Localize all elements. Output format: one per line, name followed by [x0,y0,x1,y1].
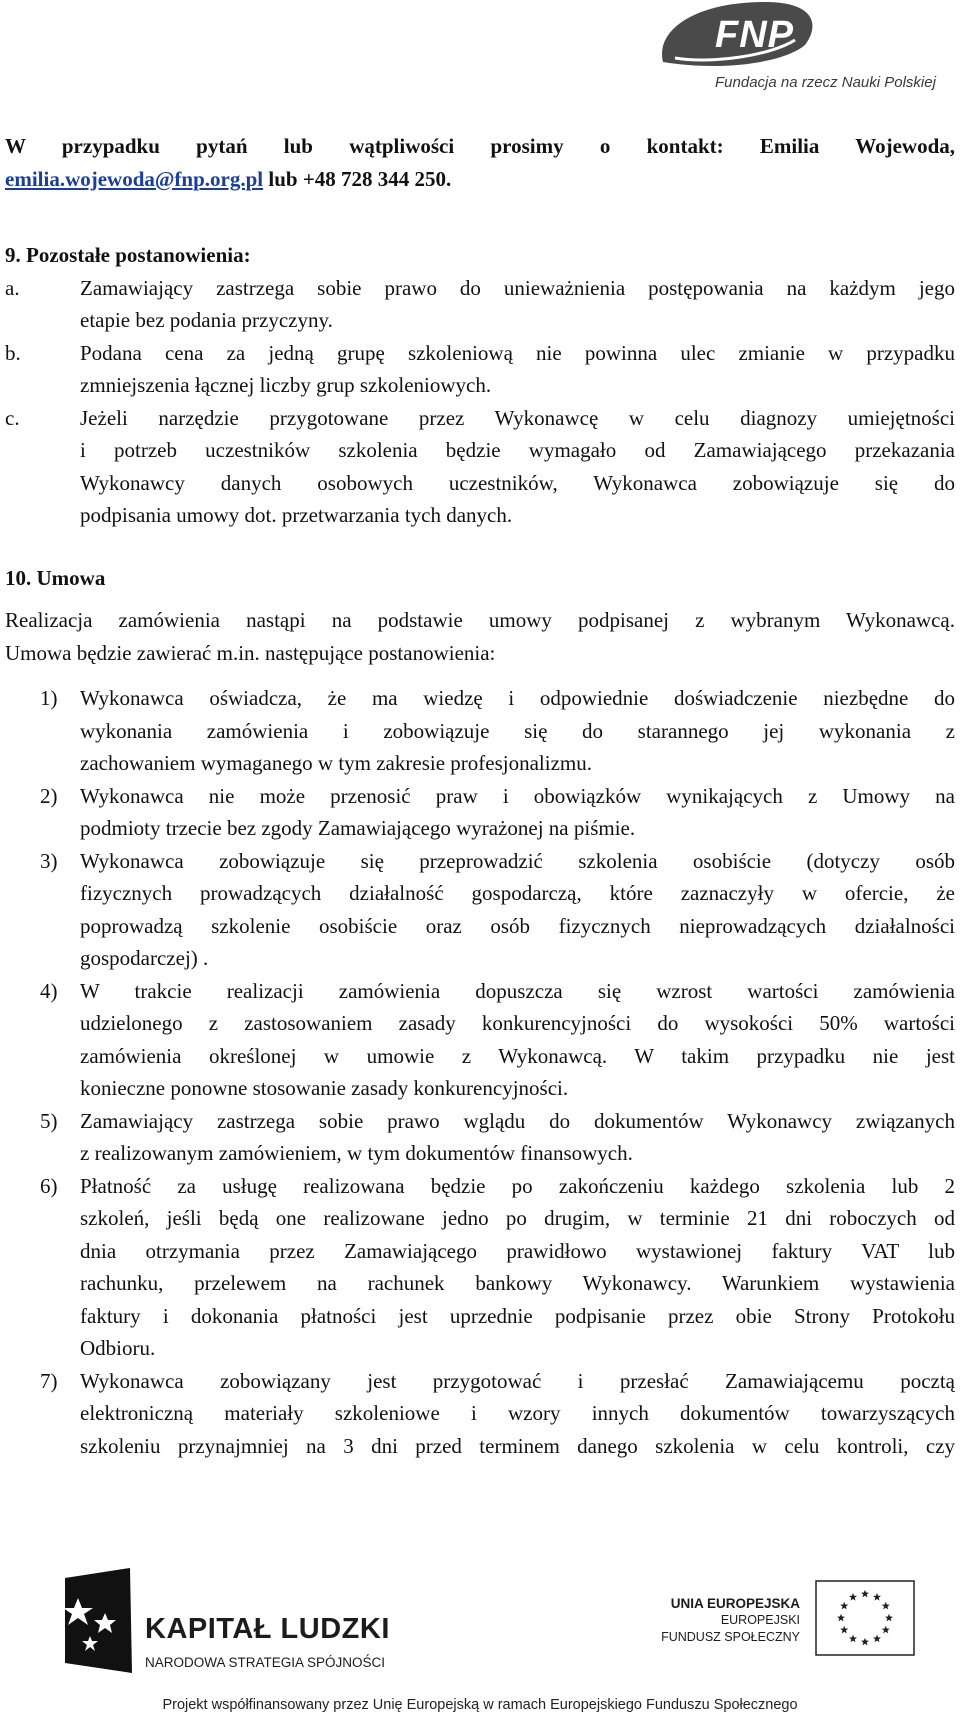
list-item [5,1170,955,1365]
eu-line: UNIA EUROPEJSKA [670,1596,800,1611]
list-item [5,682,955,780]
list-item-label: a. [5,275,20,300]
section-10-heading: 10. Umowa [5,565,106,590]
list-item-line: Zamawiający zastrzega sobie prawo do unieważnienia postępowania na każdym jego [80,275,955,300]
list-item-line: Podana cena za jedną grupę szkoleniową nie powinna ulec zmianie w przypadku [80,340,955,365]
section-9-heading: 9. Pozostałe postanowienia: [5,243,251,267]
list-item [5,845,955,975]
list-item-label: 2) [40,783,58,808]
eu-flag-icon [815,1580,915,1656]
fnp-logo-text: FNP [715,14,794,56]
kapital-ludzki-emblem-icon [60,1568,140,1678]
list-item-label: 3) [40,848,58,873]
list-item-line: Wykonawca nie może przenosić praw i obowiązków wynikających z Umowy na [80,783,955,808]
list-item [5,272,955,337]
list-item-line: zamówienia określonej w umowie z Wykonawcą. W takim przypadku nie jest [80,1043,955,1068]
list-item-line: podmioty trzecie bez zgody Zamawiającego wyrażonej na piśmie. [80,816,636,840]
list-item [5,975,955,1105]
list-item-line: szkoleń, jeśli będą one realizowane jedno po drugim, w terminie 21 dni roboczych od [80,1206,955,1230]
list-item-line: wykonania zamówienia i zobowiązuje się do starannego jej wykonania z [80,718,955,743]
kapital-ludzki-title: KAPITAŁ LUDZKI [145,1613,390,1645]
list-item-label: 7) [40,1368,58,1393]
kapital-ludzki-subtitle: NARODOWA STRATEGIA SPÓJNOŚCI [145,1655,386,1670]
list-item-label: c. [5,405,20,430]
list-item-label: b. [5,340,21,365]
list-item-label: 6) [40,1173,58,1198]
list-item-line: z realizowanym zamówieniem, w tym dokumentów finansowych. [80,1141,633,1165]
list-item-line: rachunku, przelewem na rachunek bankowy Wykonawcy. Warunkiem wystawienia [80,1271,955,1295]
list-item-line: szkoleniu przynajmniej na 3 dni przed terminem danego szkolenia w celu kontroli, czy [80,1433,955,1458]
section-9-list [5,272,955,532]
list-item-line: fizycznych prowadzących działalność gospodarczą, które zaznaczyły w ofercie, że [80,881,955,905]
list-item-line: faktury i dokonania płatności jest uprzednie podpisanie przez obie Strony Protokołu [80,1303,955,1328]
list-item [5,337,955,402]
list-item-line: dnia otrzymania przez Zamawiającego prawidłowo wystawionej faktury VAT lub [80,1238,955,1263]
list-item-line: Wykonawca zobowiązuje się przeprowadzić szkolenia osobiście (dotyczy osób [80,848,955,873]
list-item-line: podpisania umowy dot. przetwarzania tych danych. [80,503,513,527]
section-10-intro-line: Realizacja zamówienia nastąpi na podstawie umowy podpisanej z wybranym Wykonawcą. [5,608,955,632]
list-item-line: Odbioru. [80,1336,156,1360]
list-item-line: etapie bez podania przyczyny. [80,308,333,332]
list-item-line: gospodarczej) . [80,946,209,970]
list-item-line: konieczne ponowne stosowanie zasady konkurencyjności. [80,1076,569,1100]
list-item-line: Wykonawca zobowiązany jest przygotować i przesłać Zamawiającemu pocztą [80,1368,955,1393]
list-item [5,1105,955,1170]
list-item-line: W trakcie realizacji zamówienia dopuszcza się wzrost wartości zamówienia [80,978,955,1003]
kapital-ludzki-logo [60,1568,390,1678]
list-item-label: 1) [40,686,58,710]
list-item [5,1365,955,1463]
section-10-list [5,682,955,1462]
fnp-logo-subtitle: Fundacja na rzecz Nauki Polskiej [715,74,936,91]
document-body [5,130,955,1462]
list-item-line: Wykonawca oświadcza, że ma wiedzę i odpowiednie doświadczenie niezbędne do [80,686,955,710]
fnp-logo [655,0,955,100]
list-item-line: i potrzeb uczestników szkolenia będzie wymagało od Zamawiającego przekazania [80,438,955,462]
list-item-line: Zamawiający zastrzega sobie prawo wglądu do dokumentów Wykonawcy związanych [80,1108,955,1133]
list-item-label: 4) [40,978,58,1003]
contact-phone: lub +48 728 344 250. [263,166,452,191]
cofinancing-note: Projekt współfinansowany przez Unię Europejską w ramach Europejskiego Funduszu Społecznego [162,1697,798,1713]
section-10-intro-line: Umowa będzie zawierać m.in. następujące postanowienia: [5,640,496,665]
list-item-label: 5) [40,1108,58,1133]
list-item-line: poprowadzą szkolenie osobiście oraz osób fizycznych nieprowadzących działalności [80,913,955,938]
list-item-line: elektroniczną materiały szkoleniowe i wzory innych dokumentów towarzyszących [80,1401,955,1425]
eu-line: FUNDUSZ SPOŁECZNY [661,1630,800,1644]
contact-line-2 [5,163,955,196]
contact-line-1: W przypadku pytań lub wątpliwości prosimy o kontakt: Emilia Wojewoda, [5,134,955,158]
list-item-line: zmniejszenia łącznej liczby grup szkoleniowych. [80,373,492,397]
list-item-line: Jeżeli narzędzie przygotowane przez Wykonawcę w celu diagnozy umiejętności [80,405,955,430]
eu-text-block [600,1595,800,1646]
eu-line: EUROPEJSKI [720,1613,800,1627]
list-item-line: Płatność za usługę realizowana będzie po zakończeniu każdego szkolenia lub 2 [80,1173,955,1198]
list-item [5,780,955,845]
list-item-line: zachowaniem wymaganego w tym zakresie profesjonalizmu. [80,751,592,775]
list-item-line: udzielonego z zastosowaniem zasady konkurencyjności do wysokości 50% wartości [80,1011,955,1035]
list-item-line: Wykonawcy danych osobowych uczestników, Wykonawca zobowiązuje się do [80,470,955,495]
contact-email-link[interactable]: emilia.wojewoda@fnp.org.pl [5,166,264,191]
list-item [5,402,955,532]
